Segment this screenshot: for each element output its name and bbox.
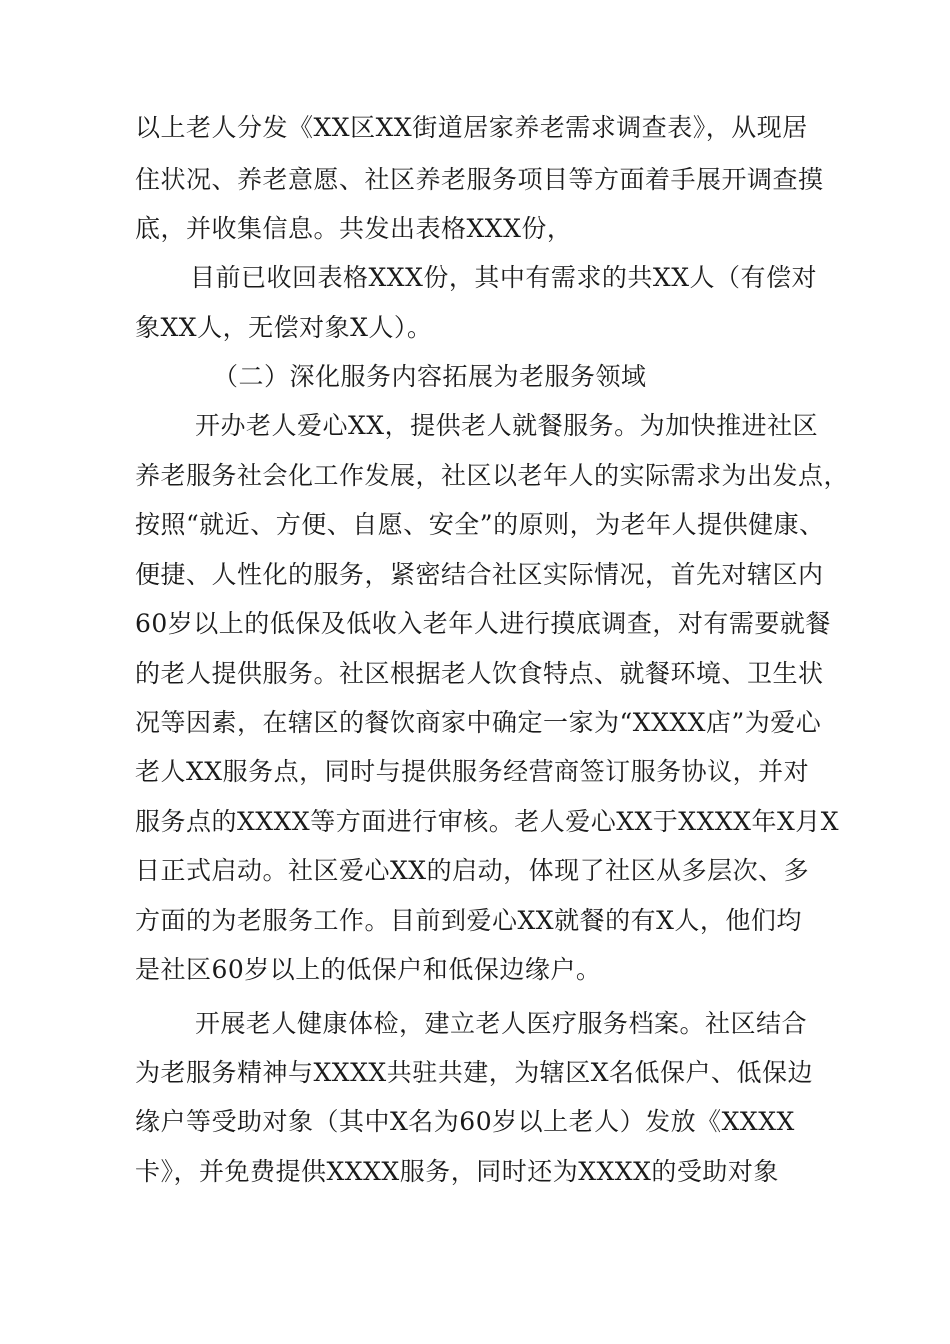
text-line: 象XX人，无偿对象X人）。 [135,313,433,342]
text-line: 住状况、养老意愿、社区养老服务项目等方面着手展开调查摸 [135,165,824,194]
text-line: 的老人提供服务。社区根据老人饮食特点、就餐环境、卫生状 [135,659,824,688]
text-line: 养老服务社会化工作发展，社区以老年人的实际需求为出发点， [135,461,850,490]
section-heading: （二）深化服务内容拓展为老服务领域 [213,362,647,391]
text-line: 服务点的XXXX等方面进行审核。老人爱心XX于XXXX年X月X [135,807,840,836]
text-line: 便捷、人性化的服务，紧密结合社区实际情况，首先对辖区内 [135,560,824,589]
text-line: 卡》，并免费提供XXXX服务，同时还为XXXX的受助对象 [135,1157,779,1186]
text-line: 开办老人爱心XX，提供老人就餐服务。为加快推进社区 [195,411,819,440]
text-line: 老人XX服务点，同时与提供服务经营商签订服务协议，并对 [135,757,810,786]
text-line: 底，并收集信息。共发出表格XXX份， [135,214,573,243]
text-line: 日正式启动。社区爱心XX的启动，体现了社区从多层次、多 [135,856,810,885]
text-line: 方面的为老服务工作。目前到爱心XX就餐的有X人，他们均 [135,906,802,935]
text-line: 60岁以上的低保及低收入老年人进行摸底调查，对有需要就餐 [135,609,831,638]
text-line: 缘户等受助对象（其中X名为60岁以上老人）发放《XXXX [135,1107,795,1136]
text-line: 况等因素，在辖区的餐饮商家中确定一家为“XXXX店”为爱心 [135,708,822,737]
text-line: 按照“就近、方便、自愿、安全”的原则，为老年人提供健康、 [135,510,825,539]
text-line: 目前已收回表格XXX份，其中有需求的共XX人（有偿对 [190,263,817,292]
text-line: 以上老人分发《XX区XX街道居家养老需求调查表》，从现居 [135,113,808,142]
text-line: 为老服务精神与XXXX共驻共建，为辖区X名低保户、低保边 [135,1058,813,1087]
text-line: 开展老人健康体检，建立老人医疗服务档案。社区结合 [195,1009,808,1038]
text-line: 是社区60岁以上的低保户和低保边缘户。 [135,955,602,984]
